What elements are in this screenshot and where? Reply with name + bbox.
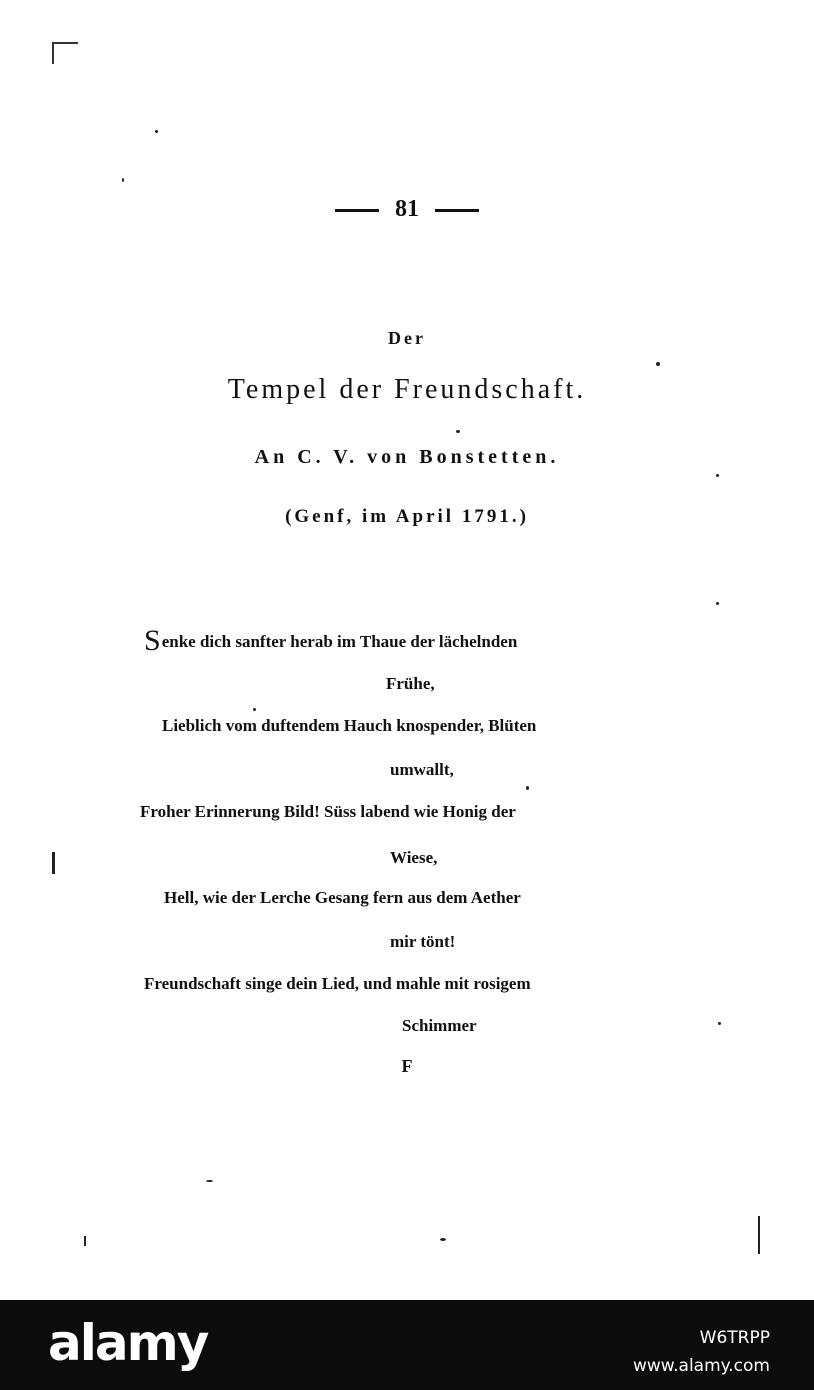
image-id: W6TRPP xyxy=(699,1328,770,1348)
alamy-logo: alamy xyxy=(48,1314,208,1372)
dateline: (Genf, im April 1791.) xyxy=(285,506,529,527)
page-header xyxy=(0,196,814,223)
corner-mark xyxy=(52,42,78,64)
right-dash xyxy=(435,209,479,212)
speck xyxy=(122,178,124,182)
scan-mark xyxy=(52,852,55,874)
source-url: www.alamy.com xyxy=(632,1356,770,1376)
dedication: An C. V. von Bonstetten. xyxy=(254,446,560,468)
speck xyxy=(718,1022,721,1025)
poem-line: Froher Erinnerung Bild! Süss labend wie Honig der xyxy=(140,802,516,821)
poem-line: Lieblich vom duftendem Hauch knospender, Blüten xyxy=(162,716,537,735)
title-article: Der xyxy=(388,328,426,348)
speck xyxy=(716,474,719,477)
scan-mark xyxy=(84,1236,86,1246)
poem-line: Freundschaft singe dein Lied, und mahle mit rosigem xyxy=(144,974,531,993)
poem-line-1-text: enke dich sanfter herab im Thaue der lächelnden xyxy=(161,632,518,651)
page-title: Tempel der Freundschaft. xyxy=(227,374,587,405)
poem-line-1 xyxy=(144,624,517,658)
scan-mark xyxy=(758,1216,760,1254)
poem-line: Wiese, xyxy=(390,848,438,867)
speck xyxy=(155,130,158,133)
poem-line: umwallt, xyxy=(390,760,454,779)
speck xyxy=(526,786,529,790)
left-dash xyxy=(335,209,379,212)
speck xyxy=(206,1180,213,1182)
page-number: 81 xyxy=(395,196,419,222)
poem-line: mir tönt! xyxy=(390,932,456,951)
watermark-footer xyxy=(0,1300,814,1390)
speck xyxy=(440,1238,446,1241)
image-credit xyxy=(633,1324,770,1380)
signature-mark: F xyxy=(401,1056,413,1076)
speck xyxy=(716,602,719,605)
drop-cap: S xyxy=(144,624,161,657)
speck xyxy=(656,362,660,366)
poem-line: Hell, wie der Lerche Gesang fern aus dem Aether xyxy=(164,888,521,907)
speck xyxy=(253,708,256,711)
poem-line: Frühe, xyxy=(386,674,435,693)
speck xyxy=(456,430,460,433)
poem-line: Schimmer xyxy=(402,1016,477,1035)
